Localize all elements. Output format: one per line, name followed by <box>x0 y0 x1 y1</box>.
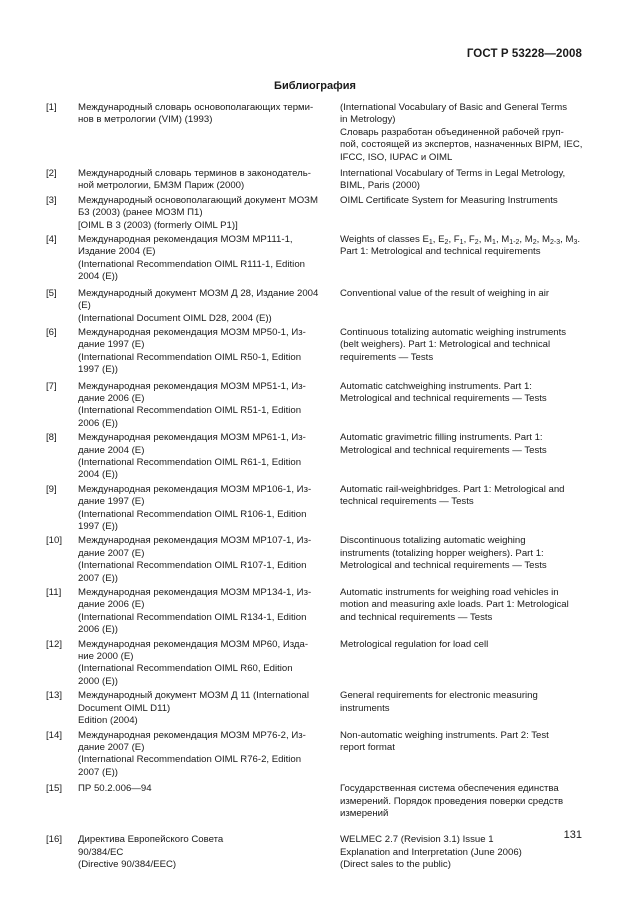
reference-line: 90/384/ЕС <box>78 846 124 858</box>
title-line: WELMEC 2.7 (Revision 3.1) Issue 1 <box>340 834 494 846</box>
title-line: report format <box>340 741 395 753</box>
bibliography-entry <box>46 730 586 780</box>
entry-russian-reference <box>78 730 322 780</box>
title-line: Discontinuous totalizing automatic weighing <box>340 535 526 547</box>
entry-title <box>340 484 584 534</box>
title-line: motion and measuring axle loads. Part 1: Metrological <box>340 599 569 611</box>
bibliography-entry <box>46 432 586 482</box>
bibliography-entry <box>46 535 586 585</box>
standard-code: ГОСТ Р 53228—2008 <box>466 48 582 60</box>
title-line: in Metrology) <box>340 114 396 126</box>
bibliography-entry <box>46 288 586 325</box>
entry-russian-reference <box>78 195 322 232</box>
entry-russian-reference <box>78 381 322 431</box>
bibliography-entry <box>46 102 586 164</box>
class-subscript: 3 <box>573 239 578 247</box>
bibliography-list <box>46 102 586 872</box>
bibliography-entry <box>46 587 586 637</box>
reference-line: Edition (2004) <box>78 715 138 727</box>
title-line: Automatic rail-weighbridges. Part 1: Metrological and <box>340 483 565 495</box>
title-line: (Direct sales to the public) <box>340 859 451 871</box>
page-number: 131 <box>563 829 582 841</box>
entry-title <box>340 102 584 164</box>
reference-line: (Directive 90/384/EEC) <box>78 859 177 871</box>
reference-line: (International Recommendation OIML R76-2, Edition <box>78 754 302 766</box>
reference-line: дание 2004 (Е) <box>78 444 145 456</box>
title-line: Государственная система обеспечения единства <box>340 783 559 795</box>
entry-number: [7] <box>46 380 57 392</box>
reference-line: Международная рекомендация МОЗМ МР106-1, Из- <box>78 483 312 495</box>
bibliography-entry <box>46 168 586 193</box>
reference-line: дание 2006 (Е) <box>78 392 145 404</box>
entry-russian-reference <box>78 168 322 193</box>
title-line: Explanation and Interpretation (June 2006) <box>340 846 522 858</box>
title-line: Non-automatic weighing instruments. Part 2: Test <box>340 729 549 741</box>
reference-line: (Е) <box>78 300 91 312</box>
reference-line: Б3 (2003) (ранее МОЗМ П1) <box>78 207 203 219</box>
bibliography-entry <box>46 327 586 377</box>
bibliography-entry <box>46 834 586 871</box>
title-line: пой, состоящей из экспертов, назначенных BIPM, IEC, <box>340 139 583 151</box>
reference-line: Международная рекомендация МОЗМ МР50-1, Из- <box>78 326 306 338</box>
reference-line: 2004 (E)) <box>78 271 118 283</box>
reference-line: Директива Европейского Совета <box>78 834 224 846</box>
entry-russian-reference <box>78 102 322 164</box>
reference-line: (International Recommendation OIML R60, Edition <box>78 663 293 675</box>
class-symbol: E <box>422 234 429 246</box>
bibliography-entry <box>46 690 586 727</box>
title-line: technical requirements — Tests <box>340 496 474 508</box>
class-symbol: M <box>484 234 493 246</box>
entry-title <box>340 535 584 585</box>
title-line: and technical requirements — Tests <box>340 611 493 623</box>
reference-line: Международный документ МОЗМ Д 11 (International <box>78 690 309 702</box>
title-line: Словарь разработан объединенной рабочей груп- <box>340 126 564 138</box>
reference-line: (International Recommendation OIML R106-1, Edition <box>78 508 307 520</box>
title-line: OIML Certificate System for Measuring Instruments <box>340 194 558 206</box>
entry-number: [14] <box>46 729 63 741</box>
entry-number: [13] <box>46 690 63 702</box>
reference-line: ние 2000 (Е) <box>78 651 134 663</box>
entry-title <box>340 168 584 193</box>
reference-line: Международная рекомендация МОЗМ МР134-1, Из- <box>78 587 312 599</box>
class-symbol: M <box>542 234 551 246</box>
reference-line: Издание 2004 (Е) <box>78 246 156 258</box>
class-subscript: 2 <box>532 239 537 247</box>
entry-title <box>340 730 584 780</box>
reference-line: 2006 (E)) <box>78 417 118 429</box>
reference-line: (International Recommendation OIML R50-1, Edition <box>78 351 302 363</box>
reference-line: (International Document OIML D28, 2004 (E)) <box>78 312 272 324</box>
reference-line: ПР 50.2.006—94 <box>78 783 152 795</box>
reference-line: (International Recommendation OIML R61-1, Edition <box>78 456 302 468</box>
bibliography-title: Библиография <box>274 80 356 92</box>
reference-line: дание 2007 (Е) <box>78 741 145 753</box>
reference-line: 2006 (E)) <box>78 624 118 636</box>
reference-line: Международный основополагающий документ МОЗМ <box>78 194 318 206</box>
title-line: Metrological and technical requirements — Tests <box>340 392 547 404</box>
class-subscript: 1 <box>428 239 433 247</box>
entry-russian-reference <box>78 690 322 727</box>
class-symbol: M <box>524 234 533 246</box>
reference-line: Document OIML D11) <box>78 702 171 714</box>
reference-line: (International Recommendation OIML R134-1, Edition <box>78 611 307 623</box>
class-symbol: M <box>565 234 574 246</box>
reference-line: Международная рекомендация МОЗМ МР76-2, Из- <box>78 729 306 741</box>
title-line: IFCC, ISO, IUPAC и OIML <box>340 151 453 163</box>
entry-russian-reference <box>78 327 322 377</box>
entry-title <box>340 639 584 689</box>
entry-russian-reference <box>78 484 322 534</box>
class-subscript: 1 <box>459 239 464 247</box>
entry-russian-reference <box>78 587 322 637</box>
reference-line: 1997 (E)) <box>78 364 118 376</box>
reference-line: Международная рекомендация МОЗМ МР111-1, <box>78 234 293 246</box>
title-line: instruments (totalizing hopper weighers). Part 1: <box>340 547 544 559</box>
entry-russian-reference <box>78 288 322 325</box>
reference-line: (International Recommendation OIML R111-1, Edition <box>78 258 305 270</box>
class-subscript: 2 <box>444 239 449 247</box>
class-subscript: 2 <box>474 239 479 247</box>
bibliography-entry <box>46 783 586 820</box>
reference-line: нов в метрологии (VIM) (1993) <box>78 114 213 126</box>
title-line: BIML, Paris (2000) <box>340 180 420 192</box>
entry-russian-reference <box>78 535 322 585</box>
entry-title <box>340 327 584 377</box>
entry-number: [5] <box>46 287 57 299</box>
title-line: измерений. Порядок проведения поверки средств <box>340 795 564 807</box>
title-line: Conventional value of the result of weighing in air <box>340 287 550 299</box>
entry-russian-reference <box>78 234 322 284</box>
weight-classes-line: Weights of classes $E_1$, $E_2$, $F_1$, $F_2$, $M_1$, $M_{1-2}$, $M_2$, $M_{2-3}$, $M_3$. <box>340 234 581 247</box>
class-symbol: F <box>468 234 475 246</box>
class-symbol: F <box>453 234 460 246</box>
entry-title <box>340 381 584 431</box>
entry-number: [8] <box>46 432 57 444</box>
entry-russian-reference <box>78 432 322 482</box>
entry-number: [9] <box>46 483 57 495</box>
entry-russian-reference <box>78 783 322 820</box>
entry-title <box>340 690 584 727</box>
title-line: (belt weighers). Part 1: Metrological and technical <box>340 339 551 351</box>
bibliography-entry <box>46 234 586 284</box>
classes-prefix: Weights of classes <box>340 234 420 246</box>
reference-line: Международная рекомендация МОЗМ МР60, Изда- <box>78 638 309 650</box>
reference-line: 2004 (E)) <box>78 469 118 481</box>
title-line: (International Vocabulary of Basic and General Terms <box>340 102 567 113</box>
entry-title <box>340 288 584 325</box>
classes-suffix: Part 1: Metrological and technical requirements <box>340 246 541 258</box>
bibliography-entry <box>46 484 586 534</box>
entry-number: [3] <box>46 194 57 206</box>
reference-line: дание 1997 (Е) <box>78 339 145 351</box>
reference-line: Международная рекомендация МОЗМ МР51-1, Из- <box>78 380 306 392</box>
reference-line: дание 1997 (Е) <box>78 496 145 508</box>
class-subscript: 1 <box>492 239 496 247</box>
reference-line: дание 2007 (Е) <box>78 547 145 559</box>
entry-title <box>340 234 584 284</box>
entry-title <box>340 834 584 871</box>
entry-number: [12] <box>46 638 63 650</box>
title-line: Metrological and technical requirements — Tests <box>340 560 547 572</box>
entry-number: [2] <box>46 168 57 180</box>
entry-number: [10] <box>46 535 63 547</box>
bibliography-entry <box>46 381 586 431</box>
reference-line: 2000 (E)) <box>78 675 118 687</box>
reference-line: [OIML В 3 (2003) (formerly OIML P1)] <box>78 219 238 231</box>
reference-line: (International Recommendation OIML R51-1, Edition <box>78 405 302 417</box>
entry-number: [16] <box>46 834 63 846</box>
bibliography-entry <box>46 639 586 689</box>
reference-line: ной метрологии, БМЗМ Париж (2000) <box>78 180 245 192</box>
title-line: Automatic catchweighing instruments. Part 1: <box>340 380 532 392</box>
title-line: Automatic instruments for weighing road vehicles in <box>340 587 559 599</box>
entry-title <box>340 587 584 637</box>
title-line: измерений <box>340 807 389 819</box>
reference-line: Международный словарь основополагающих терми- <box>78 102 314 113</box>
entry-number: [1] <box>46 102 57 113</box>
title-line: Automatic gravimetric filling instruments. Part 1: <box>340 432 543 444</box>
entry-number: [4] <box>46 234 57 246</box>
title-line: requirements — Tests <box>340 351 434 363</box>
entry-number: [6] <box>46 326 57 338</box>
class-symbol: M <box>501 234 510 246</box>
reference-line: 1997 (E)) <box>78 521 118 532</box>
title-line: Metrological and technical requirements — Tests <box>340 444 547 456</box>
reference-line: (International Recommendation OIML R107-1, Edition <box>78 560 307 572</box>
class-symbol: E <box>438 234 445 246</box>
reference-line: Международная рекомендация МОЗМ МР61-1, Из- <box>78 432 306 444</box>
reference-line: Международный словарь терминов в законодатель- <box>78 168 311 180</box>
title-line: instruments <box>340 702 390 714</box>
class-subscript: 1-2 <box>509 239 520 247</box>
entry-title <box>340 432 584 482</box>
class-subscript: 2-3 <box>550 239 561 247</box>
title-line: General requirements for electronic measuring <box>340 690 538 702</box>
reference-line: Международная рекомендация МОЗМ МР107-1, Из- <box>78 535 312 547</box>
title-line: Continuous totalizing automatic weighing instruments <box>340 326 567 338</box>
reference-line: 2007 (E)) <box>78 766 118 778</box>
entry-title <box>340 195 584 232</box>
title-line: Metrological regulation for load cell <box>340 638 489 650</box>
title-line: International Vocabulary of Terms in Legal Metrology, <box>340 168 566 180</box>
entry-russian-reference <box>78 834 322 871</box>
bibliography-entry <box>46 195 586 232</box>
reference-line: 2007 (E)) <box>78 572 118 584</box>
entry-number: [15] <box>46 783 63 795</box>
entry-russian-reference <box>78 639 322 689</box>
reference-line: Международный документ МОЗМ Д 28, Издание 2004 <box>78 287 319 299</box>
reference-line: дание 2006 (Е) <box>78 599 145 611</box>
entry-number: [11] <box>46 587 62 599</box>
entry-title <box>340 783 584 820</box>
